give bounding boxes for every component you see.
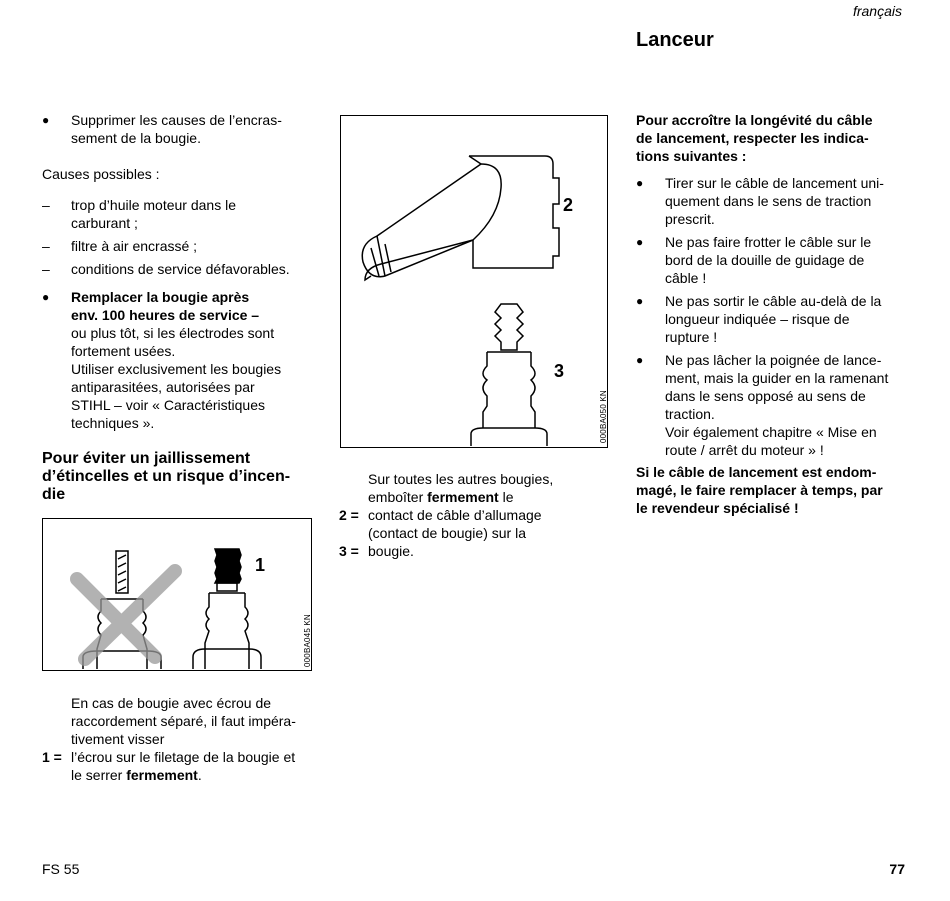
figure-callout-3: 3 (554, 361, 565, 381)
text-span: . (197, 767, 202, 783)
figure-callout-1: 1 (255, 555, 266, 575)
text-line: tivement visser (71, 731, 165, 747)
text-line: câble ! (665, 270, 707, 286)
text-line: ● Remplacer la bougie après (71, 289, 250, 305)
page-number: 77 (889, 861, 905, 877)
legend-3 (339, 542, 614, 560)
text-line: contact de câble d’allumage (368, 507, 542, 523)
language-label: français (852, 3, 902, 19)
text-line: (contact de bougie) sur la (368, 525, 526, 541)
starter-rope-intro (636, 111, 908, 165)
text-line: tions suivantes : (636, 148, 747, 164)
heading-spark-risk (42, 450, 317, 504)
column-1 (42, 111, 317, 504)
footer-model: FS 55 (42, 861, 80, 877)
column-3 (636, 111, 908, 517)
text-line: sement de la bougie. (71, 130, 201, 146)
figure-callout-2: 2 (563, 195, 574, 215)
text-line: bord de la douille de guidage de (665, 252, 865, 268)
bullet-guide-handle (636, 351, 908, 459)
heading-line: die (42, 486, 66, 503)
text-line: le revendeur spécialisé ! (636, 500, 799, 516)
text-line: rupture ! (665, 329, 718, 345)
text-line: STIHL – voir « Caractéristiques (71, 397, 265, 413)
causes-label: Causes possibles : (42, 166, 160, 182)
bullet-remove-causes (42, 111, 317, 147)
heading-line: d’étincelles et un risque d’incen- (42, 468, 291, 485)
text-line: longueur indiquée – risque de (665, 311, 850, 327)
figure-code: 000BA045 KN (303, 614, 312, 667)
legend-1 (42, 748, 317, 784)
bullet-pull-direction (636, 174, 908, 228)
dash-item-oil (42, 196, 317, 232)
text-line: Utiliser exclusivement les bougies (71, 361, 282, 377)
boot-instruction (339, 470, 614, 506)
text-line: route / arrêt du moteur » ! (665, 442, 824, 458)
text-line: ment, mais la guider en la ramenant (665, 370, 889, 386)
text-line: ● Ne pas faire frotter le câble sur le (665, 234, 872, 250)
damaged-rope-warning (636, 463, 908, 517)
text-line: Si le câble de lancement est endom- (636, 464, 877, 480)
spark-plug-illustration (43, 519, 310, 669)
text-line: raccordement séparé, il faut impéra- (71, 713, 296, 729)
text-line: ● Tirer sur le câble de lancement uni- (665, 175, 884, 191)
nut-instruction (42, 694, 317, 748)
text-line: Voir également chapitre « Mise en (665, 424, 877, 440)
text-line: l’écrou sur le filetage de la bougie et (71, 749, 296, 765)
column-1-lower (42, 694, 317, 784)
text-line: Pour accroître la longévité du câble (636, 112, 873, 128)
text-line: Sur toutes les autres bougies, (368, 471, 554, 487)
bullet-no-rubbing (636, 233, 908, 287)
text-line: ● Supprimer les causes de l’encras- (71, 112, 282, 128)
text-line: bougie. (368, 543, 414, 559)
heading-line: Pour éviter un jaillissement (42, 450, 251, 467)
bullet-replace-plug (42, 288, 317, 432)
figure-plug-boot (340, 115, 608, 448)
text-line: traction. (665, 406, 715, 422)
figure-code: 000BA050 KN (599, 390, 608, 443)
text-line: env. 100 heures de service – (71, 307, 260, 323)
text-span: le (498, 489, 514, 505)
text-line: ou plus tôt, si les électrodes sont (71, 325, 275, 341)
plug-boot-illustration (341, 116, 606, 446)
legend-key: 3 = (339, 543, 359, 559)
text-line: techniques ». (71, 415, 155, 431)
text-span-bold: fermement (126, 767, 198, 783)
text-line: – trop d’huile moteur dans le (71, 197, 236, 213)
text-span: emboîter (368, 489, 428, 505)
column-2-text (339, 470, 614, 560)
text-line: – filtre à air encrassé ; (71, 238, 198, 254)
legend-2 (339, 506, 614, 542)
text-line (368, 488, 614, 506)
text-line: antiparasitées, autorisées par (71, 379, 255, 395)
text-line: magé, le faire remplacer à temps, par (636, 482, 883, 498)
figure-spark-plug-nut (42, 518, 312, 671)
text-line: En cas de bougie avec écrou de (71, 695, 272, 711)
dash-item-conditions (42, 260, 317, 278)
text-line: prescrit. (665, 211, 715, 227)
text-line: carburant ; (71, 215, 138, 231)
text-span-bold: fermement (427, 489, 499, 505)
text-span: le serrer (71, 767, 127, 783)
text-line: fortement usées. (71, 343, 176, 359)
legend-key: 2 = (339, 507, 359, 523)
text-line (71, 766, 317, 784)
legend-key: 1 = (42, 749, 62, 765)
text-line: de lancement, respecter les indica- (636, 130, 869, 146)
text-line: – conditions de service défavorables. (71, 261, 290, 277)
section-title: Lanceur (636, 29, 714, 51)
text-line: dans le sens opposé au sens de (665, 388, 866, 404)
bullet-rope-length (636, 292, 908, 346)
dash-item-filter (42, 237, 317, 255)
text-line: ● Ne pas sortir le câble au-delà de la (665, 293, 882, 309)
text-line: ● Ne pas lâcher la poignée de lance- (665, 352, 882, 368)
text-line: quement dans le sens de traction (665, 193, 872, 209)
